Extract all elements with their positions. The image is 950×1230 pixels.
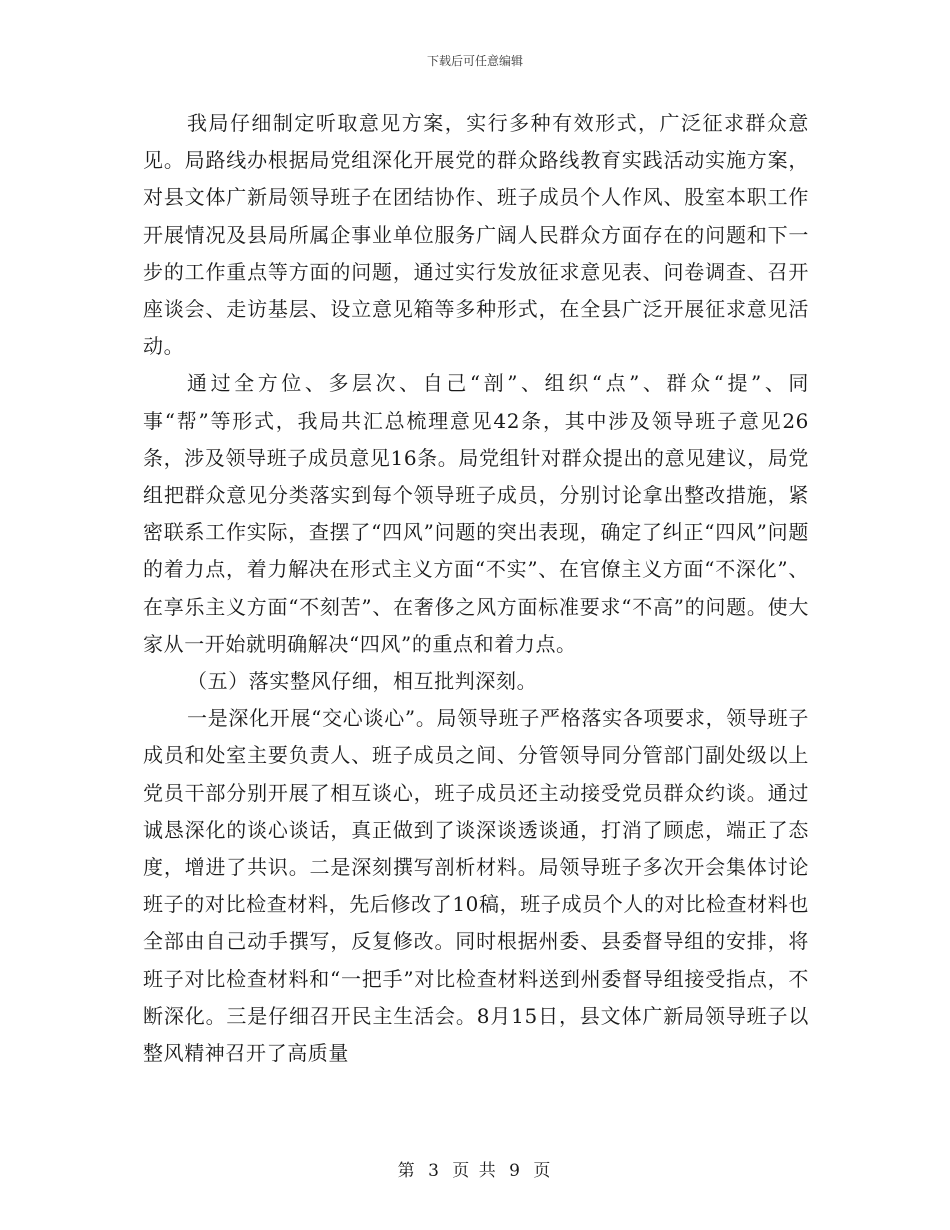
page-total: 9 [509, 1161, 522, 1181]
header-note: 下载后可任意编辑 [426, 54, 523, 68]
page-number: 3 [428, 1161, 441, 1181]
page-footer [0, 1156, 950, 1181]
document-body [143, 105, 809, 1072]
paragraph-1: 我局仔细制定听取意见方案，实行多种有效形式，广泛征求群众意见。局路线办根据局党组深化开展党的群众路线教育实践活动实施方案，对县文体广新局领导班子在团结协作、班子成员个人作风、股室本职工作开展情况及县局所属企事业单位服务广阔人民群众方面存在的问题和下一步的工作重点等方面的问题，通过实行发放征求意见表、问卷调查、召开座谈会、走访基层、设立意见箱等多种形式，在全县广泛开展征求意见活动。 [143, 111, 809, 359]
section-heading-5: （五）落实整风仔细，相互批判深刻。 [187, 669, 538, 694]
paragraph-3: 一是深化开展“交心谈心”。局领导班子严格落实各项要求，领导班子成员和处室主要负责人、班子成员之间、分管领导同分管部门副处级以上党员干部分别开展了相互谈心，班子成员还主动接受党员群众约谈。通过诚恳深化的谈心谈话，真正做到了谈深谈透谈通，打消了顾虑，端正了态度，增进了共识。二是深刻撰写剖析材料。局领导班子多次开会集体讨论班子的对比检查材料，先后修改了10稿，班子成员个人的对比检查材料也全部由自己动手撰写，反复修改。同时根据州委、县委督导组的安排，将班子对比检查材料和“一把手”对比检查材料送到州委督导组接受指点，不断深化。三是仔细召开民主生活会。8月15日，县文体广新局领导班子以整风精神召开了高质量 [143, 706, 809, 1066]
footer-prefix: 第 [397, 1161, 417, 1181]
footer-mid: 页 共 [452, 1161, 498, 1181]
footer-suffix: 页 [533, 1161, 553, 1181]
paragraph-2: 通过全方位、多层次、自己“剖”、组织“点”、群众“提”、同事“帮”等形式，我局共汇总梳理意见42条，其中涉及领导班子意见26条，涉及领导班子成员意见16条。局党组针对群众提出的意见建议，局党组把群众意见分类落实到每个领导班子成员，分别讨论拿出整改措施，紧密联系工作实际，查摆了“四风”问题的突出表现，确定了纠正“四风”问题的着力点，着力解决在形式主义方面“不实”、在官僚主义方面“不深化”、在享乐主义方面“不刻苦”、在奢侈之风方面标准要求“不高”的问题。使大家从一开始就明确解决“四风”的重点和着力点。 [143, 371, 809, 656]
